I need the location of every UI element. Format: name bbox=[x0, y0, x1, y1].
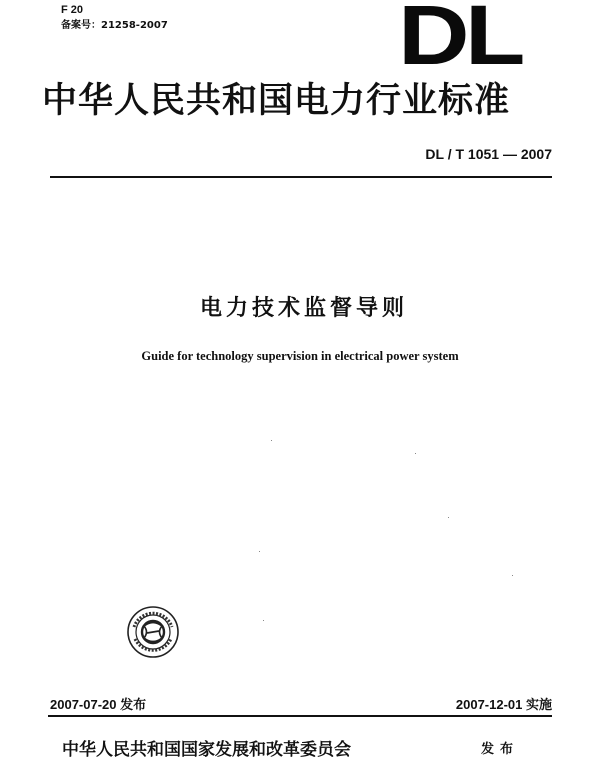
dl-logo: DL bbox=[398, 0, 521, 82]
scan-speck bbox=[415, 453, 416, 454]
publish-label: 发布 bbox=[481, 742, 520, 757]
bottom-divider bbox=[48, 715, 552, 717]
scan-speck bbox=[512, 575, 513, 576]
issuing-authority: 中华人民共和国国家发展和改革委员会 bbox=[62, 740, 351, 760]
issue-date: 2007-07-20 发布 bbox=[50, 697, 147, 712]
scan-speck bbox=[271, 440, 272, 441]
publisher-seal-icon bbox=[126, 605, 180, 659]
document-title-chinese: 电力技术监督导则 bbox=[199, 296, 408, 321]
industry-standard-title: 中华人民共和国电力行业标准 bbox=[42, 81, 511, 121]
standard-number: DL / T 1051 — 2007 bbox=[425, 146, 552, 162]
document-title-english: Guide for technology supervision in electrical power system bbox=[141, 349, 459, 363]
implementation-date: 2007-12-01 实施 bbox=[455, 697, 552, 712]
classification-code: F 20 bbox=[61, 4, 84, 16]
scan-speck bbox=[448, 517, 449, 518]
scan-speck bbox=[259, 551, 260, 552]
top-divider bbox=[50, 176, 552, 178]
record-number: 备案号：21258-2007 bbox=[61, 20, 168, 31]
scan-speck bbox=[263, 620, 264, 621]
